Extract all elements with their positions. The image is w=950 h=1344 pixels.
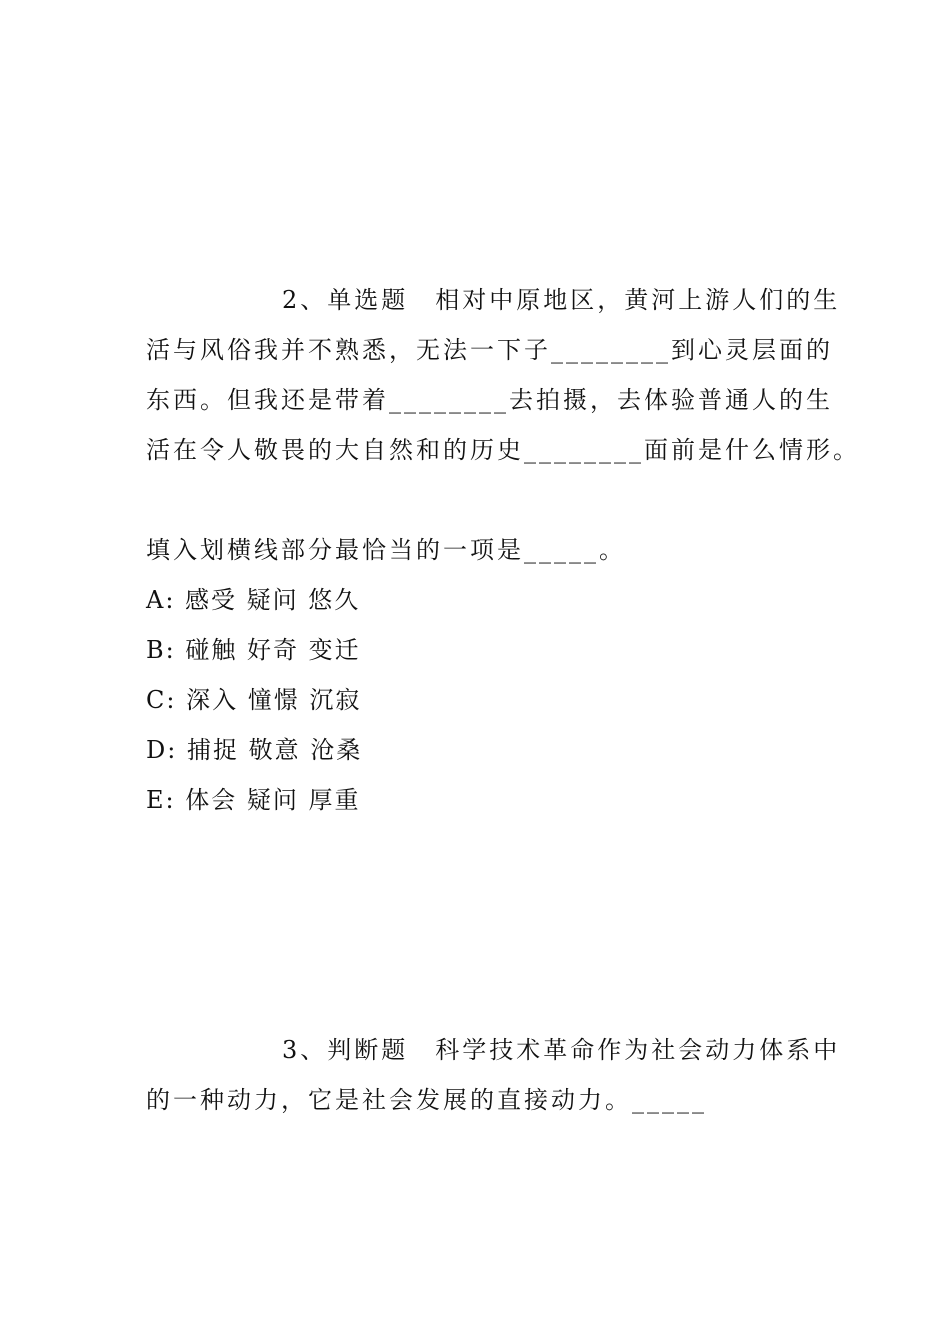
question-2-line-2: 活与风俗我并不熟悉，无法一下子________到心灵层面的 xyxy=(146,336,833,364)
question-2-line-3: 东西。但我还是带着________去拍摄，去体验普通人的生 xyxy=(146,386,833,414)
question-2-line-4: 活在令人敬畏的大自然和的历史________面前是什么情形。 xyxy=(146,436,860,464)
option-b: B: 碰触 好奇 变迁 xyxy=(146,636,361,664)
option-e: E: 体会 疑问 厚重 xyxy=(146,786,361,814)
question-2-prompt: 填入划横线部分最恰当的一项是_____。 xyxy=(146,536,626,564)
question-2-line-1: 2、单选题 相对中原地区，黄河上游人们的生 xyxy=(282,286,841,314)
option-c: C: 深入 憧憬 沉寂 xyxy=(146,686,362,714)
question-3-line-1: 3、判断题 科学技术革命作为社会动力体系中 xyxy=(282,1036,841,1064)
question-3-line-2: 的一种动力，它是社会发展的直接动力。_____ xyxy=(146,1086,707,1114)
option-a: A: 感受 疑问 悠久 xyxy=(146,586,361,614)
option-d: D: 捕捉 敬意 沧桑 xyxy=(146,736,363,764)
